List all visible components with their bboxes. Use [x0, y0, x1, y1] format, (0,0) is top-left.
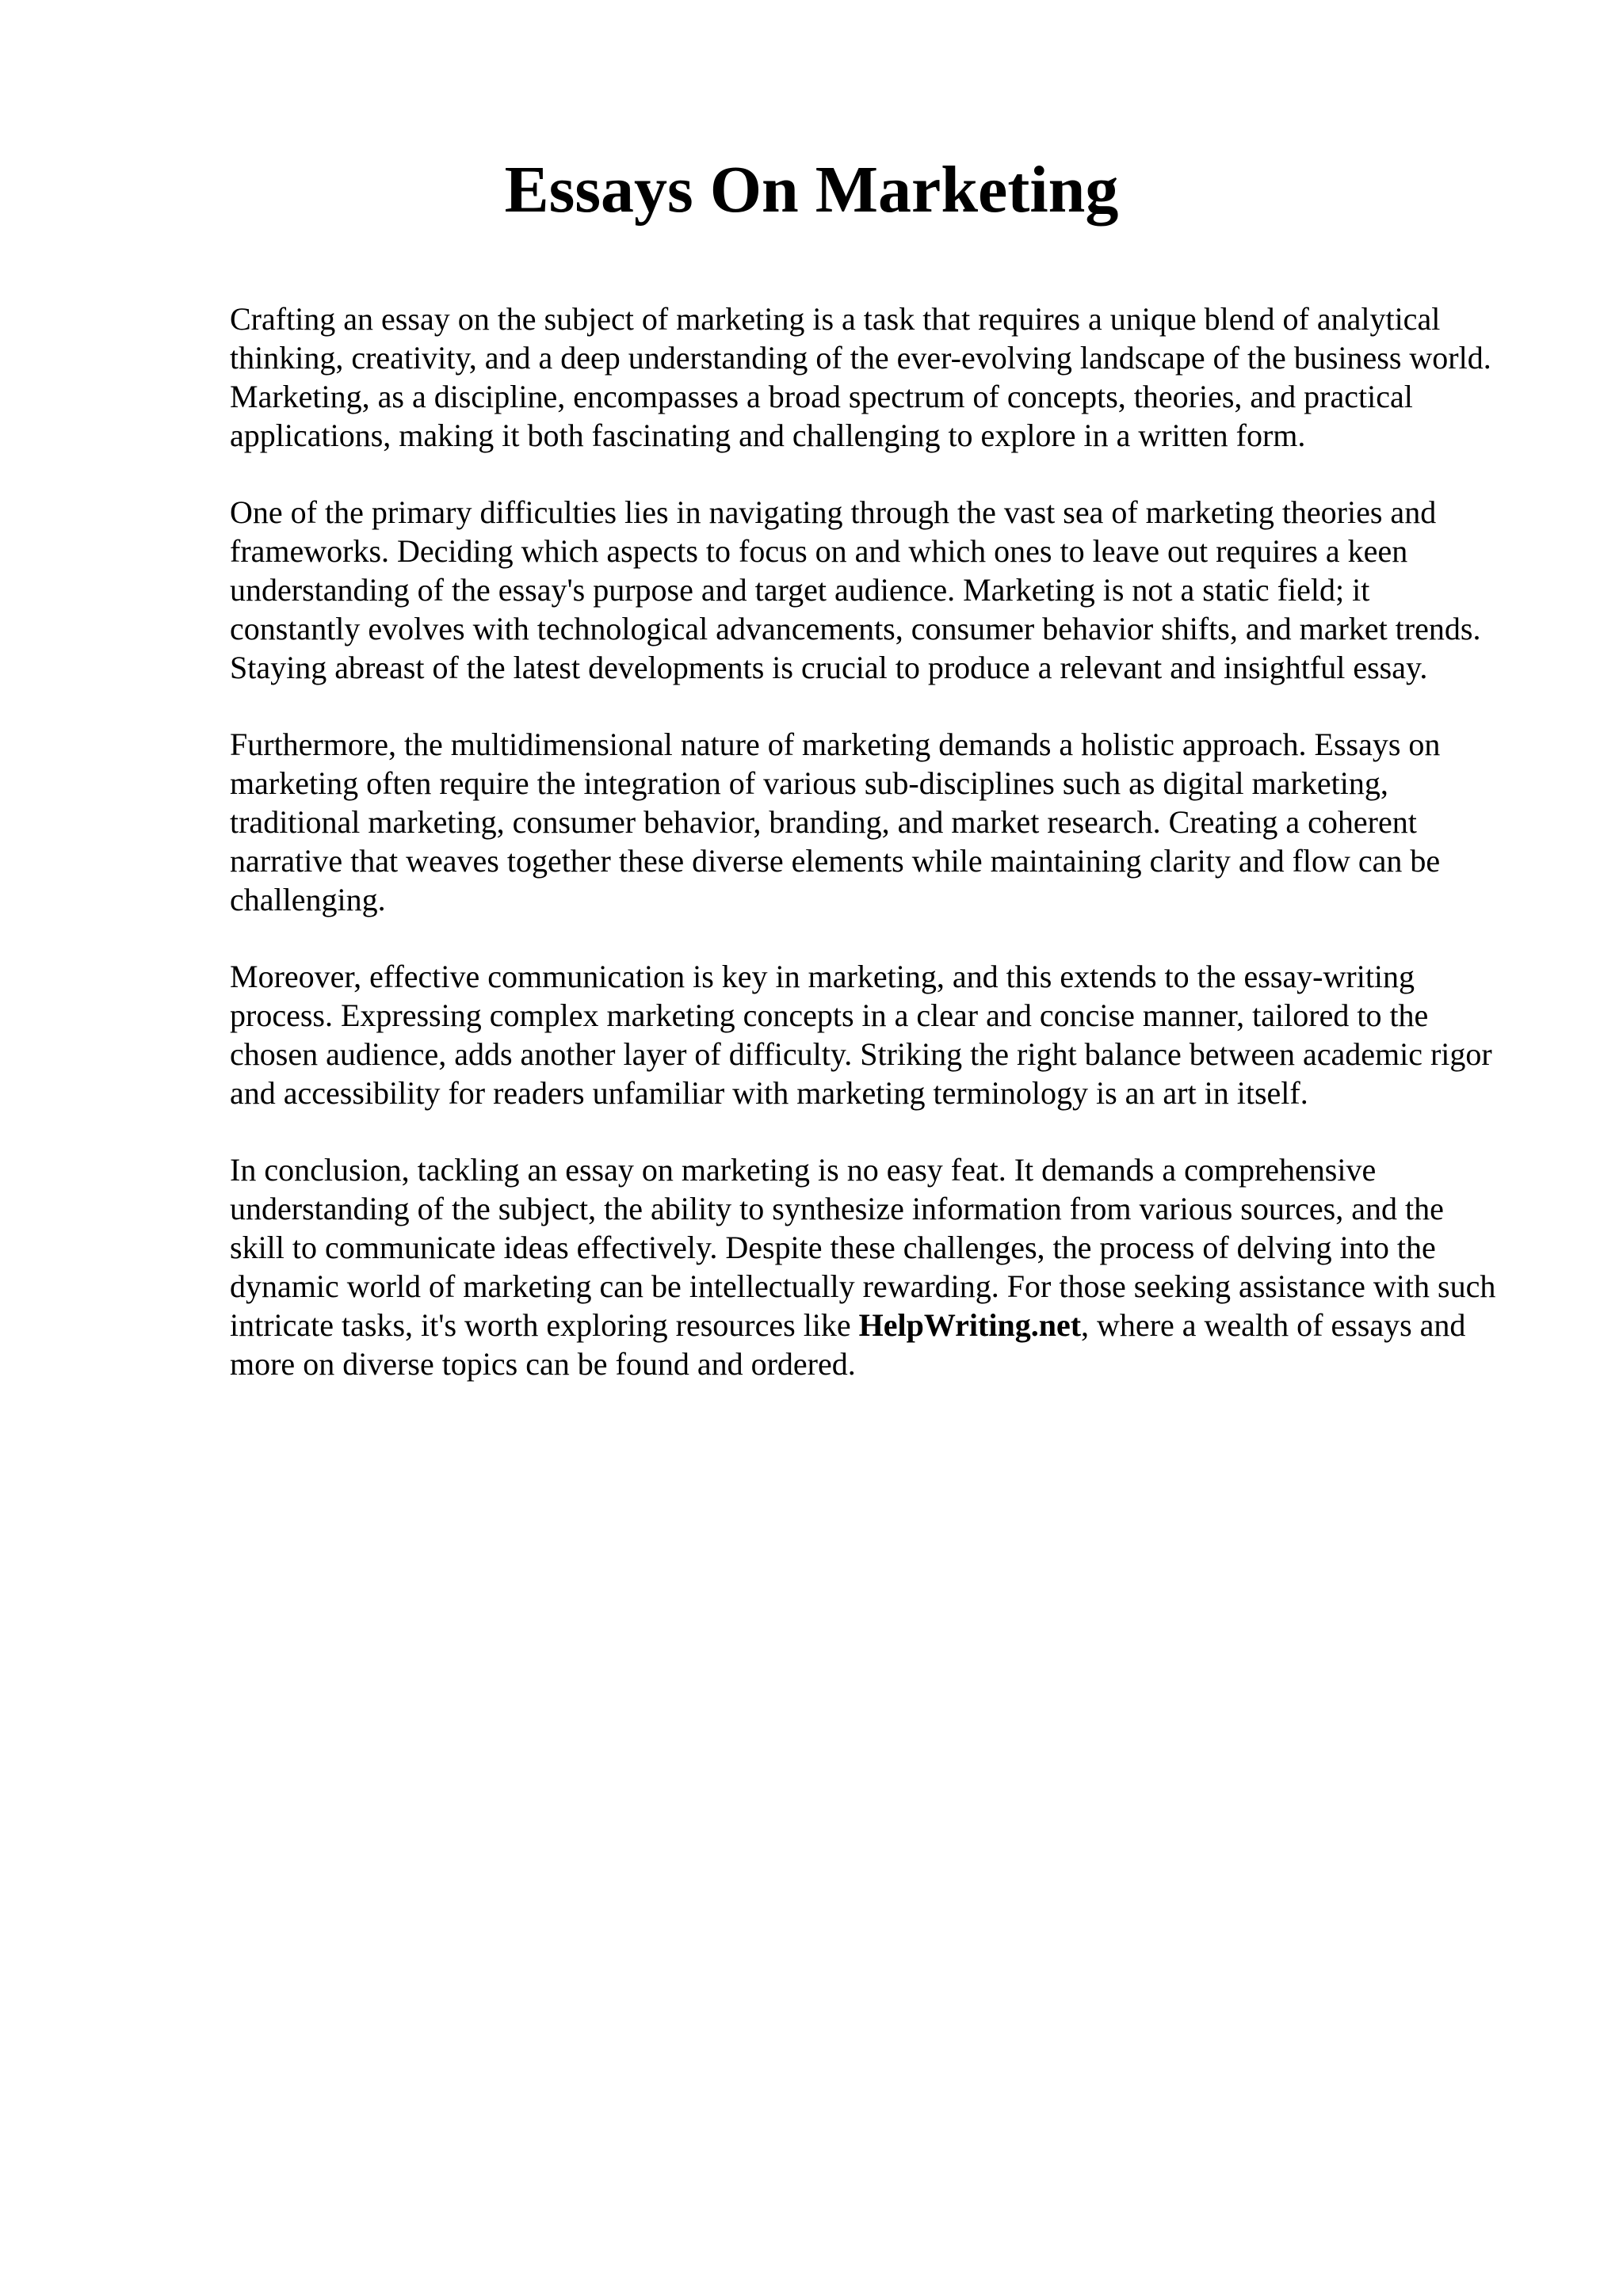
- paragraph-difficulties: One of the primary difficulties lies in navigating through the vast sea of marketing theories and frameworks. Deciding which aspects to focus on and which ones to leave out requires a keen understanding of the essay's purpose and target audience. Marketing is not a static field; it constantly evolves with technological advancements, consumer behavior shifts, and market trends. Staying abreast of the latest developments is crucial to produce a relevant and insightful essay.: [230, 494, 1481, 685]
- brand-name: HelpWriting.net: [858, 1307, 1082, 1343]
- document-title: Essays On Marketing: [504, 153, 1119, 227]
- paragraph-intro: Crafting an essay on the subject of marketing is a task that requires a unique blend of analytical thinking, creativity, and a deep understanding of the ever-evolving landscape of the business world. Marketing, as a discipline, encompasses a broad spectrum of concepts, theories, and practical applications, making it both fascinating and challenging to explore in a written form.: [230, 301, 1491, 453]
- paragraph-multidimensional: Furthermore, the multidimensional nature of marketing demands a holistic approach. Essays on marketing often require the integration of various sub-disciplines such as digital marketing, traditional marketing, consumer behavior, branding, and market research. Creating a coherent narrative that weaves together these diverse elements while maintaining clarity and flow can be challenging.: [230, 727, 1441, 917]
- paragraph-conclusion: [230, 1150, 1498, 1383]
- conclusion-text-after: , where a wealth of essays and more on diverse topics can be found and ordered.: [230, 1307, 1466, 1382]
- paragraph-communication: Moreover, effective communication is key in marketing, and this extends to the essay-writing process. Expressing complex marketing concepts in a clear and concise manner, tailored to the chosen audience, adds another layer of difficulty. Striking the right balance between academic rigor and accessibility for readers unfamiliar with marketing terminology is an art in itself.: [230, 959, 1492, 1111]
- conclusion-text-before: In conclusion, tackling an essay on marketing is no easy feat. It demands a comprehensive understanding of the subject, the ability to synthesize information from various sources, and the skill to communicate ideas effectively. Despite these challenges, the process of delving into the dynamic world of marketing can be intellectually rewarding. For those seeking assistance with such intricate tasks, it's worth exploring resources like: [230, 1152, 1496, 1343]
- document-body: [230, 299, 1498, 1383]
